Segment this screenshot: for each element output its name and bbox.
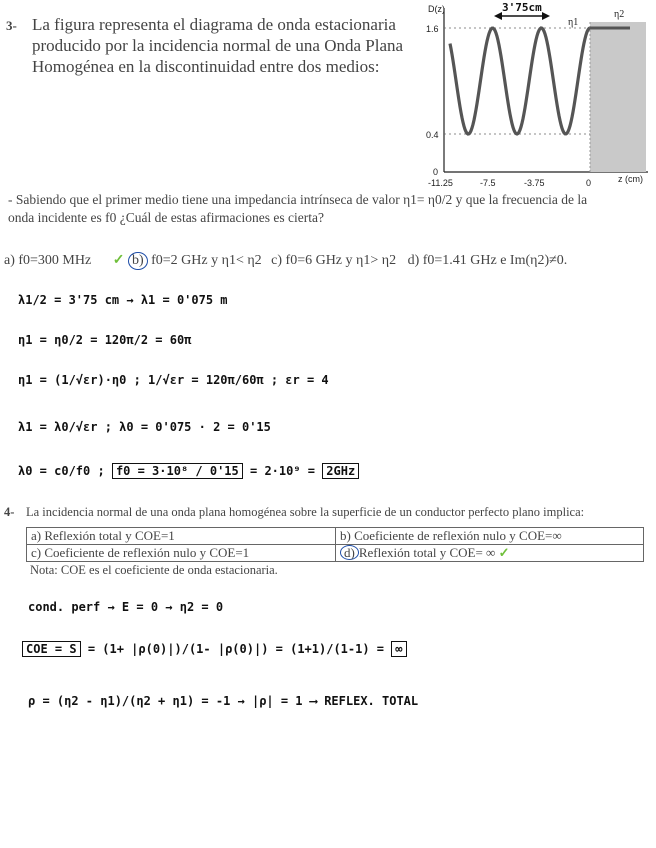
x-tick-label: -7.5 bbox=[480, 178, 496, 188]
q3-statement-line: Homogénea en la discontinuidad entre dos medios: bbox=[32, 57, 380, 76]
option-a: a) Reflexión total y COE=1 bbox=[27, 528, 336, 545]
option-d: Reflexión total y COE= ∞ bbox=[358, 545, 496, 560]
frequency-box: f0 = 3·10⁸ / 0'15 bbox=[112, 463, 243, 479]
y-tick-label: 0 bbox=[433, 167, 439, 177]
table-row bbox=[27, 545, 644, 562]
q3-solution-line: λ1/2 = 3'75 cm → λ1 = 0'075 m bbox=[18, 293, 228, 307]
q4-solution-line: ρ = (η2 - η1)/(η2 + η1) = -1 → |ρ| = 1 ⟶ REFLEX. TOTAL bbox=[28, 694, 419, 708]
q4-solution-line: cond. perf → E = 0 → η2 = 0 bbox=[28, 600, 224, 614]
frequency-final-box: 2GHz bbox=[322, 463, 359, 479]
q4-solution-line: = (1+ |ρ(0)|)/(1- |ρ(0)|) = (1+1)/(1-1) = bbox=[87, 642, 385, 656]
option-d-letter: d) bbox=[340, 545, 359, 560]
table-row bbox=[27, 528, 644, 545]
standing-wave-curve bbox=[450, 28, 590, 134]
q3-solution-line: λ0 = c0/f0 ; bbox=[18, 464, 105, 478]
standing-wave-figure bbox=[418, 0, 654, 192]
coe-result-box: ∞ bbox=[391, 641, 406, 657]
q3-question bbox=[8, 191, 654, 227]
figure-ylabel: D(z) bbox=[428, 4, 445, 14]
q3-question-line: onda incidente es f0 ¿Cuál de estas afirmaciones es cierta? bbox=[8, 210, 324, 225]
check-icon: ✓ bbox=[112, 253, 125, 268]
option-b-letter: b) bbox=[128, 252, 148, 270]
wavelength-annotation: 3'75cm bbox=[502, 1, 542, 14]
x-tick-label: -11.25 bbox=[428, 178, 453, 188]
y-tick-label: 1.6 bbox=[426, 24, 439, 34]
check-icon: ✓ bbox=[498, 545, 510, 560]
q4-options-table bbox=[26, 527, 644, 562]
q3-solution-line: η1 = η0/2 = 120π/2 = 60π bbox=[18, 333, 192, 347]
option-b: b) Coeficiente de reflexión nulo y COE=∞ bbox=[336, 528, 644, 545]
q3-statement bbox=[32, 14, 432, 77]
medium-2-region bbox=[590, 22, 646, 172]
y-tick-label: 0.4 bbox=[426, 130, 439, 140]
figure-eta2: η2 bbox=[614, 9, 625, 20]
option-b: f0=2 GHz y η1< η2 bbox=[151, 253, 262, 268]
q3-question-line: - Sabiendo que el primer medio tiene una impedancia intrínseca de valor η1= η0/2 y que la frecuencia de la bbox=[8, 192, 588, 207]
option-a: a) f0=300 MHz bbox=[4, 253, 92, 268]
coe-box: COE = S bbox=[22, 641, 81, 657]
q3-solution-line: λ1 = λ0/√εr ; λ0 = 0'075 · 2 = 0'15 bbox=[18, 420, 271, 434]
q4-statement: La incidencia normal de una onda plana homogénea sobre la superficie de un conductor perfecto plano implica: bbox=[26, 505, 585, 519]
q3-statement-line: producido por la incidencia normal de una Onda Plana bbox=[32, 36, 404, 55]
frequency-result: = 2·10⁹ = bbox=[250, 464, 316, 478]
arrow-head-right bbox=[542, 12, 550, 20]
option-d: d) f0=1.41 GHz e Im(η2)≠0. bbox=[407, 253, 568, 268]
q3-solution-line: η1 = (1/√εr)·η0 ; 1/√εr = 120π/60π ; εr = 4 bbox=[18, 373, 329, 387]
x-tick-label: -3.75 bbox=[524, 178, 545, 188]
q3-statement-line: La figura representa el diagrama de onda estacionaria bbox=[32, 15, 396, 34]
q4-note: Nota: COE es el coeficiente de onda estacionaria. bbox=[30, 563, 278, 577]
figure-xlabel: z (cm) bbox=[618, 174, 643, 184]
q4-number: 4- bbox=[4, 505, 15, 519]
q3-number: 3- bbox=[6, 18, 17, 33]
option-c: c) Coeficiente de reflexión nulo y COE=1 bbox=[27, 545, 336, 562]
q3-frequency-line bbox=[18, 464, 359, 478]
q3-options bbox=[4, 252, 567, 270]
option-c: c) f0=6 GHz y η1> η2 bbox=[271, 253, 397, 268]
option-d-cell bbox=[336, 545, 644, 562]
arrow-head-left bbox=[494, 12, 502, 20]
q4-coe-line bbox=[22, 642, 407, 656]
figure-eta1: η1 bbox=[568, 17, 579, 28]
x-tick-label: 0 bbox=[586, 178, 592, 188]
